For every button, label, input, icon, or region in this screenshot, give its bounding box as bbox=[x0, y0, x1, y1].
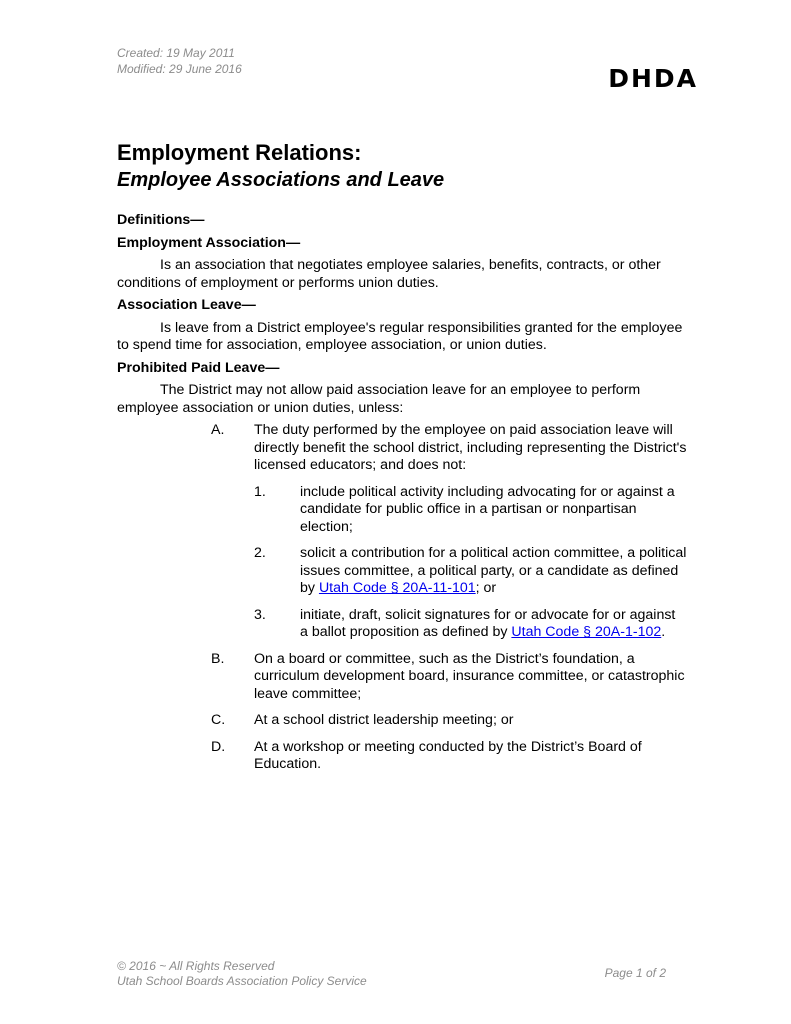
list-item bbox=[117, 545, 687, 598]
dhda-logo: DHDA bbox=[608, 64, 698, 93]
definitions-heading: Definitions— bbox=[117, 212, 205, 228]
list-item-text bbox=[300, 545, 687, 598]
list-marker: A. bbox=[211, 422, 225, 438]
list-item bbox=[117, 712, 687, 730]
list-item-text-after: ; or bbox=[475, 580, 497, 596]
list-item-text bbox=[300, 607, 687, 642]
prohibited-paid-leave-text: The District may not allow paid association leave for an employee to perform employee association or union duties, unless: bbox=[117, 382, 641, 416]
list-item-text: The duty performed by the employee on paid association leave will directly benefit the school district, including representing the District's licensed educators; and does not: bbox=[254, 422, 687, 473]
list-item bbox=[117, 484, 687, 537]
list-marker: B. bbox=[211, 650, 225, 667]
employment-association-text: Is an association that negotiates employee salaries, benefits, contracts, or other conditions of employment or performs union duties. bbox=[117, 257, 661, 291]
document-body bbox=[117, 212, 687, 783]
list-marker: C. bbox=[211, 712, 226, 728]
copyright-text: © 2016 ~ All Rights Reserved bbox=[117, 959, 275, 973]
association-leave-text: Is leave from a District employee's regular responsibilities granted for the employee to spend time for association, employee association, or union duties. bbox=[117, 319, 683, 353]
association-leave-heading: Association Leave— bbox=[117, 297, 256, 313]
utah-code-20a-11-101-link[interactable]: Utah Code § 20A-11-101 bbox=[318, 580, 476, 596]
list-marker: 1. bbox=[254, 483, 266, 500]
prohibited-paid-leave-heading: Prohibited Paid Leave— bbox=[117, 359, 280, 376]
created-date: Created: 19 May 2011 bbox=[117, 46, 235, 60]
list-item bbox=[117, 739, 687, 774]
page-number: Page 1 of 2 bbox=[604, 966, 666, 980]
utah-code-20a-1-102-link[interactable]: Utah Code § 20A-1-102 bbox=[511, 624, 662, 640]
page-title: Employment Relations: bbox=[117, 140, 362, 165]
list-item-text-before: solicit a contribution for a political action committee, a political issues committee, a political party, or a candidate as defined by bbox=[300, 545, 687, 596]
list-item-text-before: initiate, draft, solicit signatures for or advocate for or against a ballot proposition as defined by bbox=[300, 606, 676, 640]
list-item bbox=[117, 422, 687, 475]
page-subtitle: Employee Associations and Leave bbox=[117, 169, 445, 191]
list-marker: 3. bbox=[254, 606, 266, 623]
list-item bbox=[117, 651, 687, 704]
document-dates bbox=[117, 45, 242, 77]
list-item-text-after: . bbox=[661, 624, 666, 640]
list-item-text: On a board or committee, such as the District’s foundation, a curriculum development board, insurance committee, or catastrophic leave committee; bbox=[254, 650, 685, 702]
list-item bbox=[117, 607, 687, 642]
footer-copyright bbox=[117, 959, 367, 989]
policy-service-text: Utah School Boards Association Policy Service bbox=[117, 974, 367, 988]
list-marker: D. bbox=[211, 738, 226, 755]
list-item-text: At a school district leadership meeting; or bbox=[254, 712, 514, 728]
employment-association-heading: Employment Association— bbox=[117, 234, 301, 251]
list-marker: 2. bbox=[254, 545, 266, 561]
list-item-text: include political activity including advocating for or against a candidate for public office in a partisan or nonpartisan election; bbox=[300, 483, 675, 535]
modified-date: Modified: 29 June 2016 bbox=[117, 62, 242, 76]
list-item-text: At a workshop or meeting conducted by the District’s Board of Education. bbox=[254, 738, 642, 772]
